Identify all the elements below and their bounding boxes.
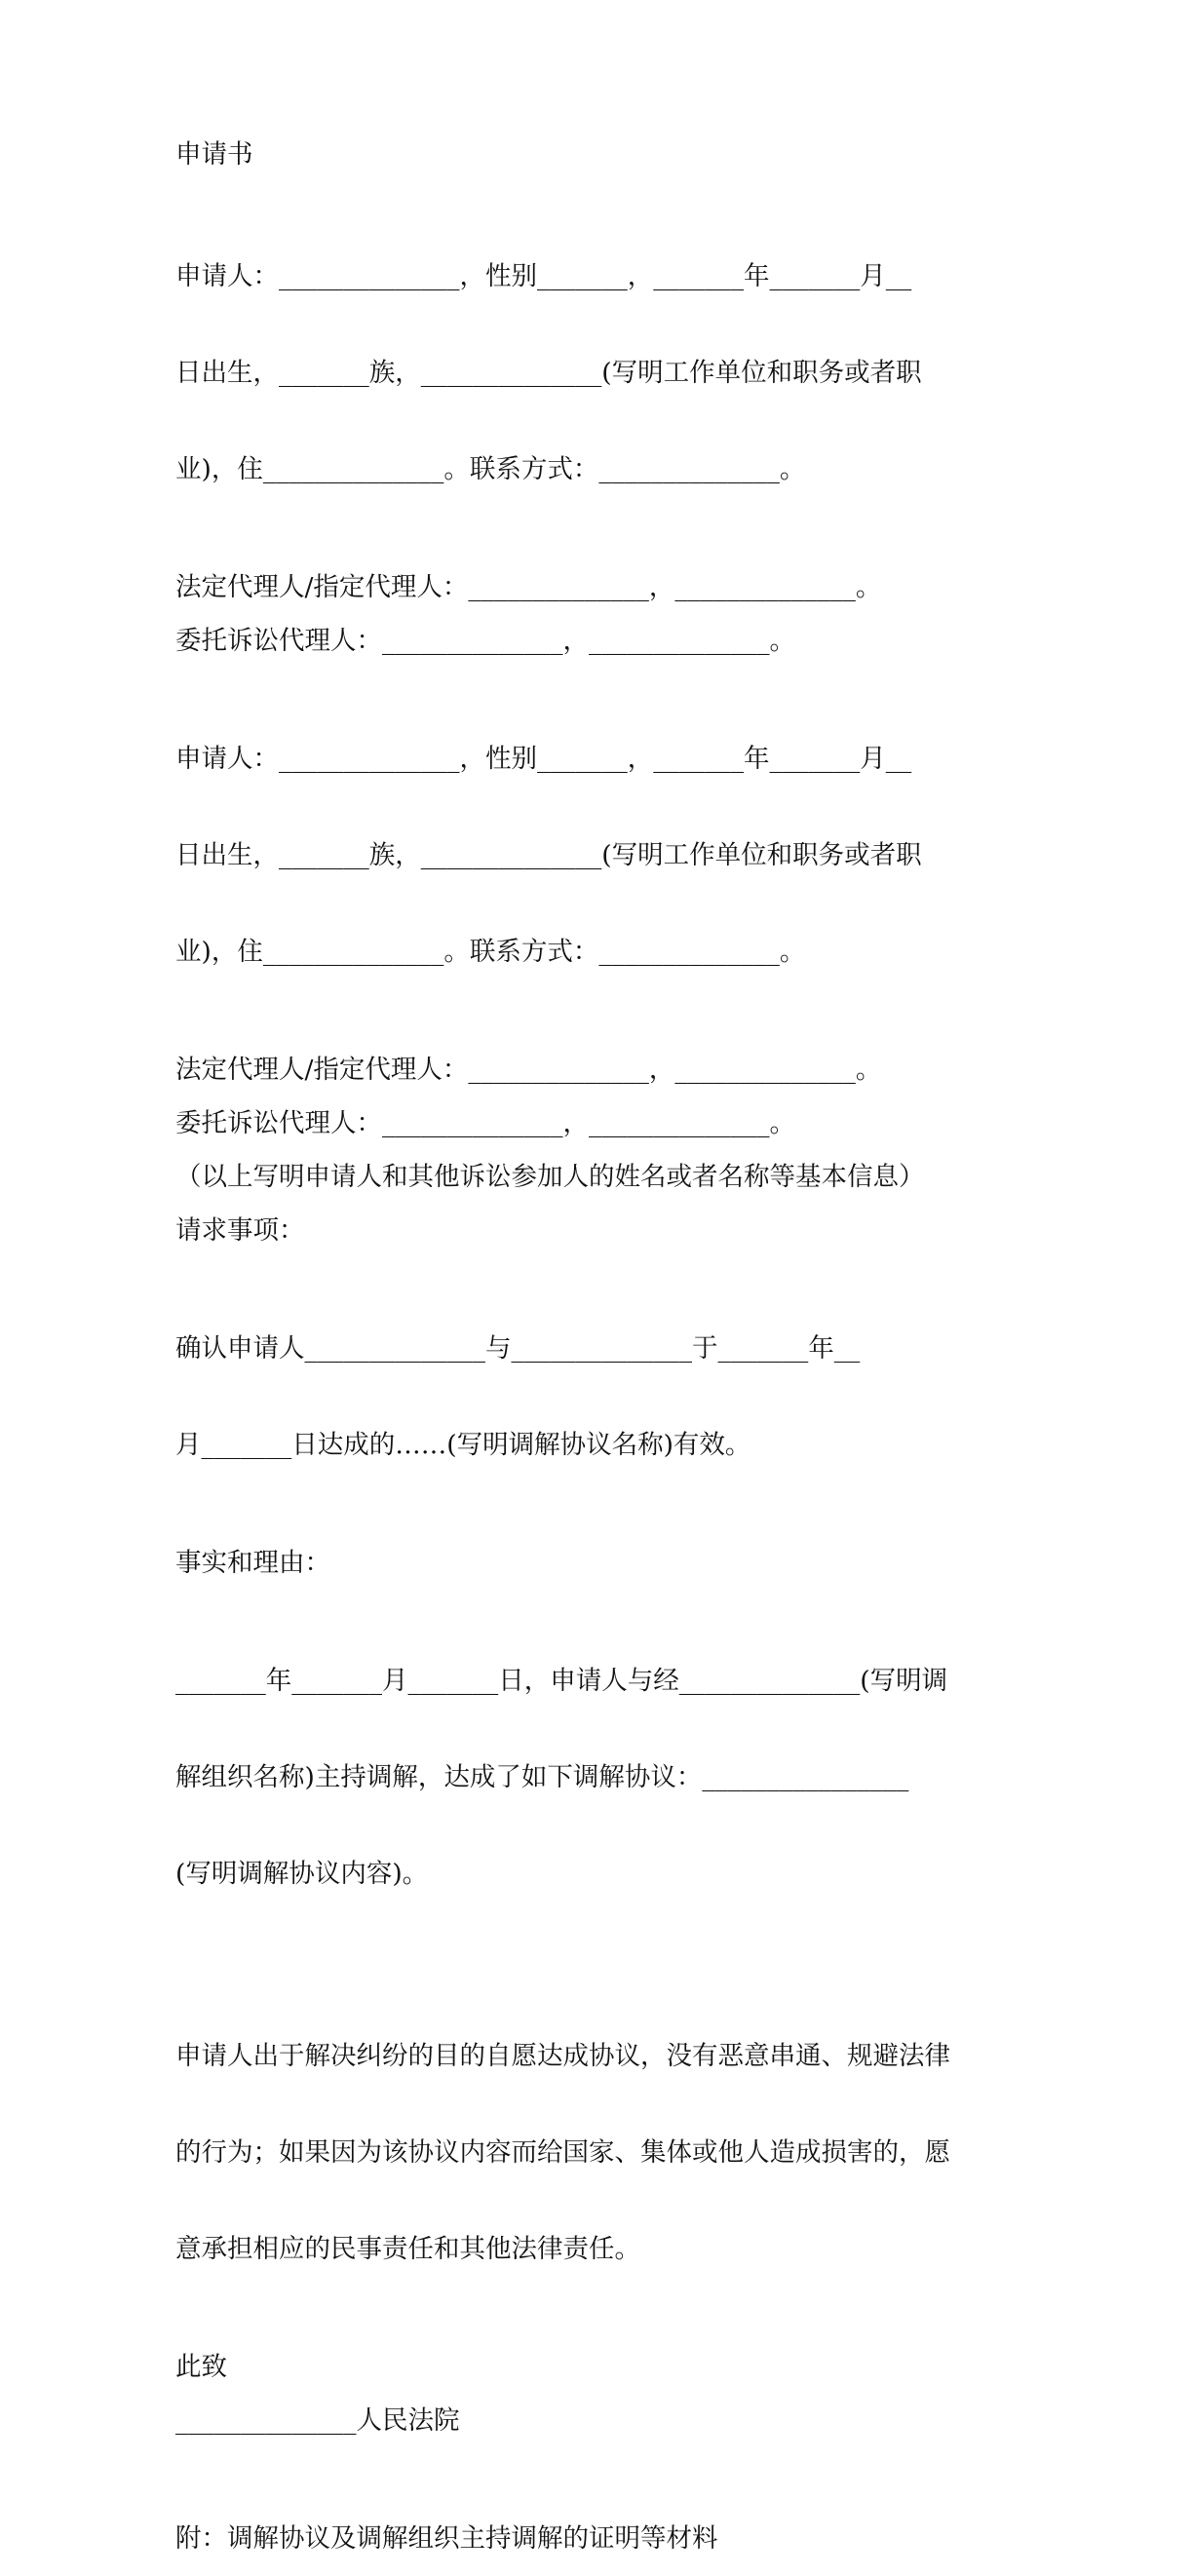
entrusted-agent-1: 委托诉讼代理人：______________，______________。 bbox=[175, 626, 795, 656]
attachment-note: 附：调解协议及调解组织主持调解的证明等材料 bbox=[175, 2523, 718, 2554]
claims-heading: 请求事项： bbox=[175, 1215, 305, 1246]
facts-line-3: (写明调解协议内容)。 bbox=[175, 1859, 429, 1889]
applicant-1-line-3: 业)，住______________。联系方式：______________。 bbox=[175, 454, 806, 484]
applicant-block-1 bbox=[175, 196, 994, 550]
facts-line-1: _______年_______月_______日，申请人与经______________(写明调 bbox=[175, 1666, 948, 1696]
court-name: ______________人民法院 bbox=[175, 2405, 460, 2436]
declaration-line-1: 申请人出于解决纠纷的目的自愿达成协议，没有恶意串通、规避法律 bbox=[175, 2041, 950, 2071]
entrusted-agent-2: 委托诉讼代理人：______________，______________。 bbox=[175, 1108, 795, 1138]
declaration-line-2: 的行为；如果因为该协议内容而给国家、集体或他人造成损害的，愿 bbox=[175, 2137, 950, 2168]
applicant-2-line-2: 日出生，_______族，______________(写明工作单位和职务或者职 bbox=[175, 840, 922, 870]
claims-line-1: 确认申请人______________与______________于_______年__ bbox=[175, 1333, 861, 1364]
legal-representative-2: 法定代理人/指定代理人：______________，______________。 bbox=[175, 1055, 882, 1085]
facts-heading: 事实和理由： bbox=[175, 1548, 330, 1578]
applicant-block-2 bbox=[175, 678, 994, 1032]
applicant-1-line-2: 日出生，_______族，______________(写明工作单位和职务或者职 bbox=[175, 358, 922, 388]
salutation: 此致 bbox=[175, 2352, 227, 2382]
declaration bbox=[175, 1976, 994, 2329]
applicant-2-line-1: 申请人：______________，性别_______，_______年_______月__ bbox=[175, 744, 912, 774]
applicant-1-line-1: 申请人：______________，性别_______，_______年_______月__ bbox=[175, 261, 912, 291]
declaration-line-3: 意承担相应的民事责任和其他法律责任。 bbox=[175, 2234, 640, 2264]
applicant-2-line-3: 业)，住______________。联系方式：______________。 bbox=[175, 937, 806, 967]
claims-line-2: 月_______日达成的……(写明调解协议名称)有效。 bbox=[175, 1430, 751, 1460]
facts-line-2: 解组织名称)主持调解，达成了如下调解协议：________________ bbox=[175, 1762, 909, 1792]
facts-body bbox=[175, 1600, 994, 1954]
document-title: 申请书 bbox=[175, 139, 253, 170]
legal-representative-1: 法定代理人/指定代理人：______________，______________。 bbox=[175, 572, 882, 602]
document-page bbox=[175, 138, 994, 2576]
participants-note: （以上写明申请人和其他诉讼参加人的姓名或者名称等基本信息） bbox=[175, 1162, 925, 1192]
claims-body bbox=[175, 1268, 994, 1525]
